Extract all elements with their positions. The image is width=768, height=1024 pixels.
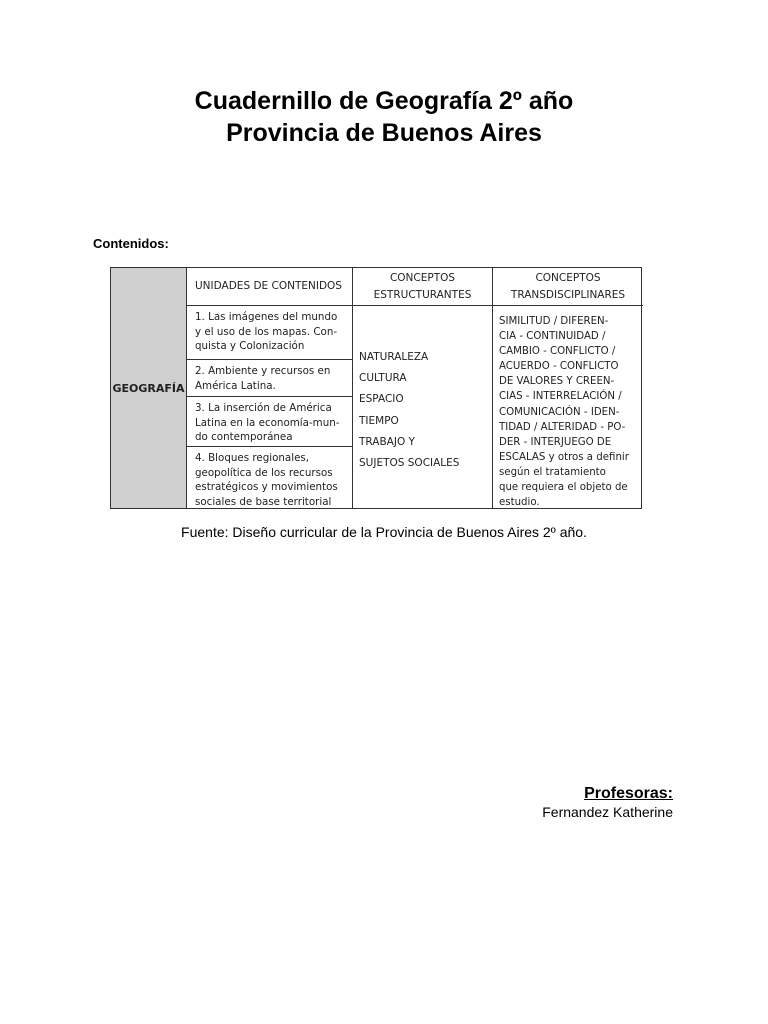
trans-line: ESCALAS y otros a definir: [499, 451, 629, 463]
concept-item: CULTURA: [359, 372, 407, 385]
trans-header-line-2: TRANSDISCIPLINARES: [510, 288, 626, 301]
structuring-concepts-cell: [353, 306, 493, 508]
unit-text-line: 3. La inserción de América: [195, 402, 332, 414]
unit-text-line: 2. Ambiente y recursos en: [195, 365, 331, 377]
trans-line: DER - INTERJUEGO DE: [499, 436, 612, 448]
trans-line: CAMBIO - CONFLICTO /: [499, 346, 616, 358]
trans-line: según el tratamiento: [499, 466, 606, 478]
concept-item: TIEMPO: [359, 414, 399, 427]
units-header: UNIDADES DE CONTENIDOS: [187, 268, 353, 306]
transdisciplinary-concepts-cell: [493, 306, 643, 508]
trans-line: SIMILITUD / DIFEREN-: [499, 316, 609, 327]
teacher-name: Fernandez Katherine: [542, 804, 673, 820]
unit-cell-4: [187, 447, 353, 508]
trans-line: que requiera el objeto de: [499, 482, 628, 494]
concept-item: TRABAJO Y: [359, 435, 415, 448]
teachers-label: Profesoras:: [584, 785, 673, 802]
unit-cell-2: [187, 360, 353, 397]
concepts-header-line-2: ESTRUCTURANTES: [373, 288, 472, 301]
unit-text-line: quista y Colonización: [195, 340, 305, 352]
page-title-line-2: Provincia de Buenos Aires: [226, 119, 542, 147]
trans-line: CIAS - INTERRELACIÓN /: [499, 391, 622, 403]
trans-line: ACUERDO - CONFLICTO: [499, 361, 619, 373]
unit-text-line: sociales de base territorial: [195, 495, 332, 508]
concept-item: SUJETOS SOCIALES: [359, 456, 460, 469]
trans-line: TIDAD / ALTERIDAD - PO-: [499, 421, 626, 433]
unit-cell-3: [187, 397, 353, 447]
unit-text-line: América Latina.: [195, 379, 276, 392]
trans-line: DE VALORES Y CREEN-: [499, 376, 615, 388]
concepts-header-line-1: CONCEPTOS: [389, 271, 456, 284]
unit-text-line: 1. Las imágenes del mundo: [195, 311, 338, 323]
unit-text-line: geopolítica de los recursos: [195, 466, 333, 479]
unit-text-line: y el uso de los mapas. Con-: [195, 325, 338, 338]
page-title-line-1: Cuadernillo de Geografía 2º año: [194, 87, 574, 115]
transdisciplinary-header: [493, 268, 643, 306]
concept-item: NATURALEZA: [359, 351, 429, 363]
concept-item: ESPACIO: [359, 393, 404, 406]
unit-text-line: do contemporánea: [195, 431, 293, 443]
source-caption: Fuente: Diseño curricular de la Provincia de Buenos Aires 2º año.: [181, 524, 587, 540]
concepts-header: [353, 268, 493, 306]
unit-text-line: estratégicos y movimientos: [195, 481, 338, 493]
unit-text-line: 4. Bloques regionales,: [195, 452, 310, 464]
contents-label: Contenidos:: [93, 236, 169, 251]
unit-cell-1: [187, 306, 353, 360]
trans-line: estudio.: [499, 497, 540, 509]
area-cell: GEOGRAFÍA: [111, 268, 187, 508]
unit-text-line: Latina en la economía-mun-: [195, 416, 340, 429]
trans-header-line-1: CONCEPTOS: [535, 271, 601, 284]
trans-line: COMUNICACIÓN - IDEN-: [499, 406, 620, 418]
curriculum-table: [110, 267, 642, 509]
trans-line: CIA - CONTINUIDAD /: [499, 331, 606, 343]
